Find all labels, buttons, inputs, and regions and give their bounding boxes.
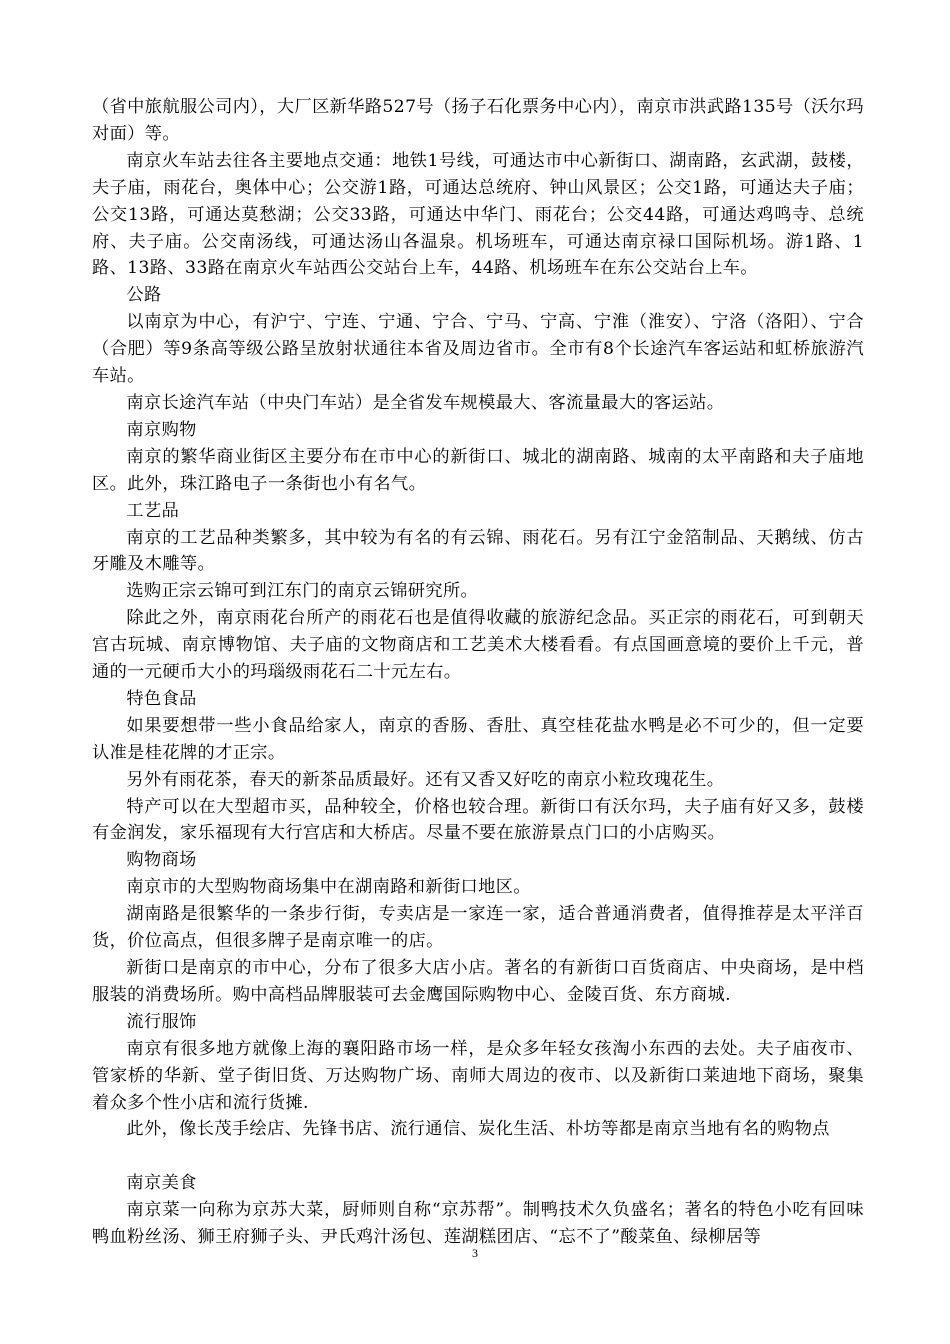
section-heading: 特色食品 [126, 688, 197, 709]
body-paragraph: 南京有很多地方就像上海的襄阳路市场一样，是众多年轻女孩淘小东西的去处。夫子庙夜市、管家桥的华新、堂子街旧货、万达购物广场、南师大周边的夜市、以及新街口莱迪地下商场，聚集着众多个性小店和流行货摊. [92, 1038, 864, 1113]
page-number: 3 [472, 1246, 478, 1260]
paragraph-continuation: （省中旅航服公司内），大厂区新华路527号（扬子石化票务中心内），南京市洪武路135号（沃尔玛对面）等。 [92, 97, 864, 144]
section-heading: 南京美食 [126, 1173, 197, 1194]
body-paragraph: 选购正宗云锦可到江东门的南京云锦研究所。 [126, 581, 479, 602]
body-paragraph: 特产可以在大型超市买，品种较全，价格也较合理。新街口有沃尔玛，夫子庙有好又多，鼓楼有金润发，家乐福现有大行宫店和大桥店。尽量不要在旅游景点门口的小店购买。 [92, 796, 864, 844]
body-paragraph: 此外，像长茂手绘店、先锋书店、流行通信、炭化生活、朴坊等都是南京当地有名的购物点 [126, 1119, 830, 1140]
section-heading: 工艺品 [126, 500, 180, 521]
body-paragraph: 如果要想带一些小食品给家人，南京的香肠、香肚、真空桂花盐水鸭是必不可少的，但一定要认准是桂花牌的才正宗。 [92, 715, 864, 763]
body-paragraph: 南京的工艺品种类繁多，其中较为有名的有云锦、雨花石。另有江宁金箔制品、天鹅绒、仿古牙雕及木雕等。 [92, 527, 864, 575]
body-paragraph: 南京长途汽车站（中央门车站）是全省发车规模最大、客流量最大的客运站。 [126, 392, 725, 413]
body-paragraph: 新街口是南京的市中心，分布了很多大店小店。著名的有新街口百货商店、中央商场，是中档服装的消费场所。购中高档品牌服装可去金鹰国际购物中心、金陵百货、东方商城. [92, 958, 864, 1005]
body-paragraph: 南京的繁华商业街区主要分布在市中心的新街口、城北的湖南路、城南的太平南路和夫子庙地区。此外，珠江路电子一条街也小有名气。 [92, 446, 864, 494]
body-paragraph: 除此之外，南京雨花台所产的雨花石也是值得收藏的旅游纪念品。买正宗的雨花石，可到朝天宫古玩城、南京博物馆、夫子庙的文物商店和工艺美术大楼看看。有点国画意境的要价上千元，普通的一元硬币大小的玛瑙级雨花石二十元左右。 [92, 608, 864, 683]
section-heading: 公路 [126, 285, 162, 306]
section-heading: 南京购物 [126, 419, 197, 440]
document-body [92, 94, 864, 1251]
body-paragraph: 南京火车站去往各主要地点交通：地铁1号线，可通达市中心新街口、湖南路，玄武湖，鼓楼，夫子庙，雨花台，奥体中心；公交游1路，可通达总统府、钟山风景区；公交1路，可通达夫子庙；公交13路，可通达莫愁湖；公交33路，可通达中华门、雨花台；公交44路，可通达鸡鸣寺、总统府、夫子庙。公交南汤线，可通达汤山各温泉。机场班车，可通达南京禄口国际机场。游1路、1路、13路、33路在南京火车站西公交站台上车，44路、机场班车在东公交站台上车。 [92, 150, 864, 279]
section-heading: 流行服饰 [126, 1011, 197, 1032]
body-paragraph: 以南京为中心，有沪宁、宁连、宁通、宁合、宁马、宁高、宁淮（淮安）、宁洛（洛阳）、宁合（合肥）等9条高等级公路呈放射状通往本省及周边省市。全市有8个长途汽车客运站和虹桥旅游汽车站。 [92, 312, 864, 387]
section-heading: 购物商场 [126, 850, 197, 871]
blank-line [92, 1143, 864, 1170]
body-paragraph: 南京市的大型购物商场集中在湖南路和新街口地区。 [126, 877, 531, 898]
body-paragraph: 另外有雨花茶，春天的新茶品质最好。还有又香又好吃的南京小粒玫瑰花生。 [126, 769, 725, 790]
body-paragraph: 南京菜一向称为京苏大菜，厨师则自称“京苏帮”。制鸭技术久负盛名；著名的特色小吃有回味鸭血粉丝汤、狮王府狮子头、尹氏鸡汁汤包、莲湖糕团店、“忘不了”酸菜鱼、绿柳居等 [92, 1200, 864, 1248]
body-paragraph: 湖南路是很繁华的一条步行街，专卖店是一家连一家，适合普通消费者，值得推荐是太平洋百货，价位高点，但很多牌子是南京唯一的店。 [92, 904, 864, 952]
